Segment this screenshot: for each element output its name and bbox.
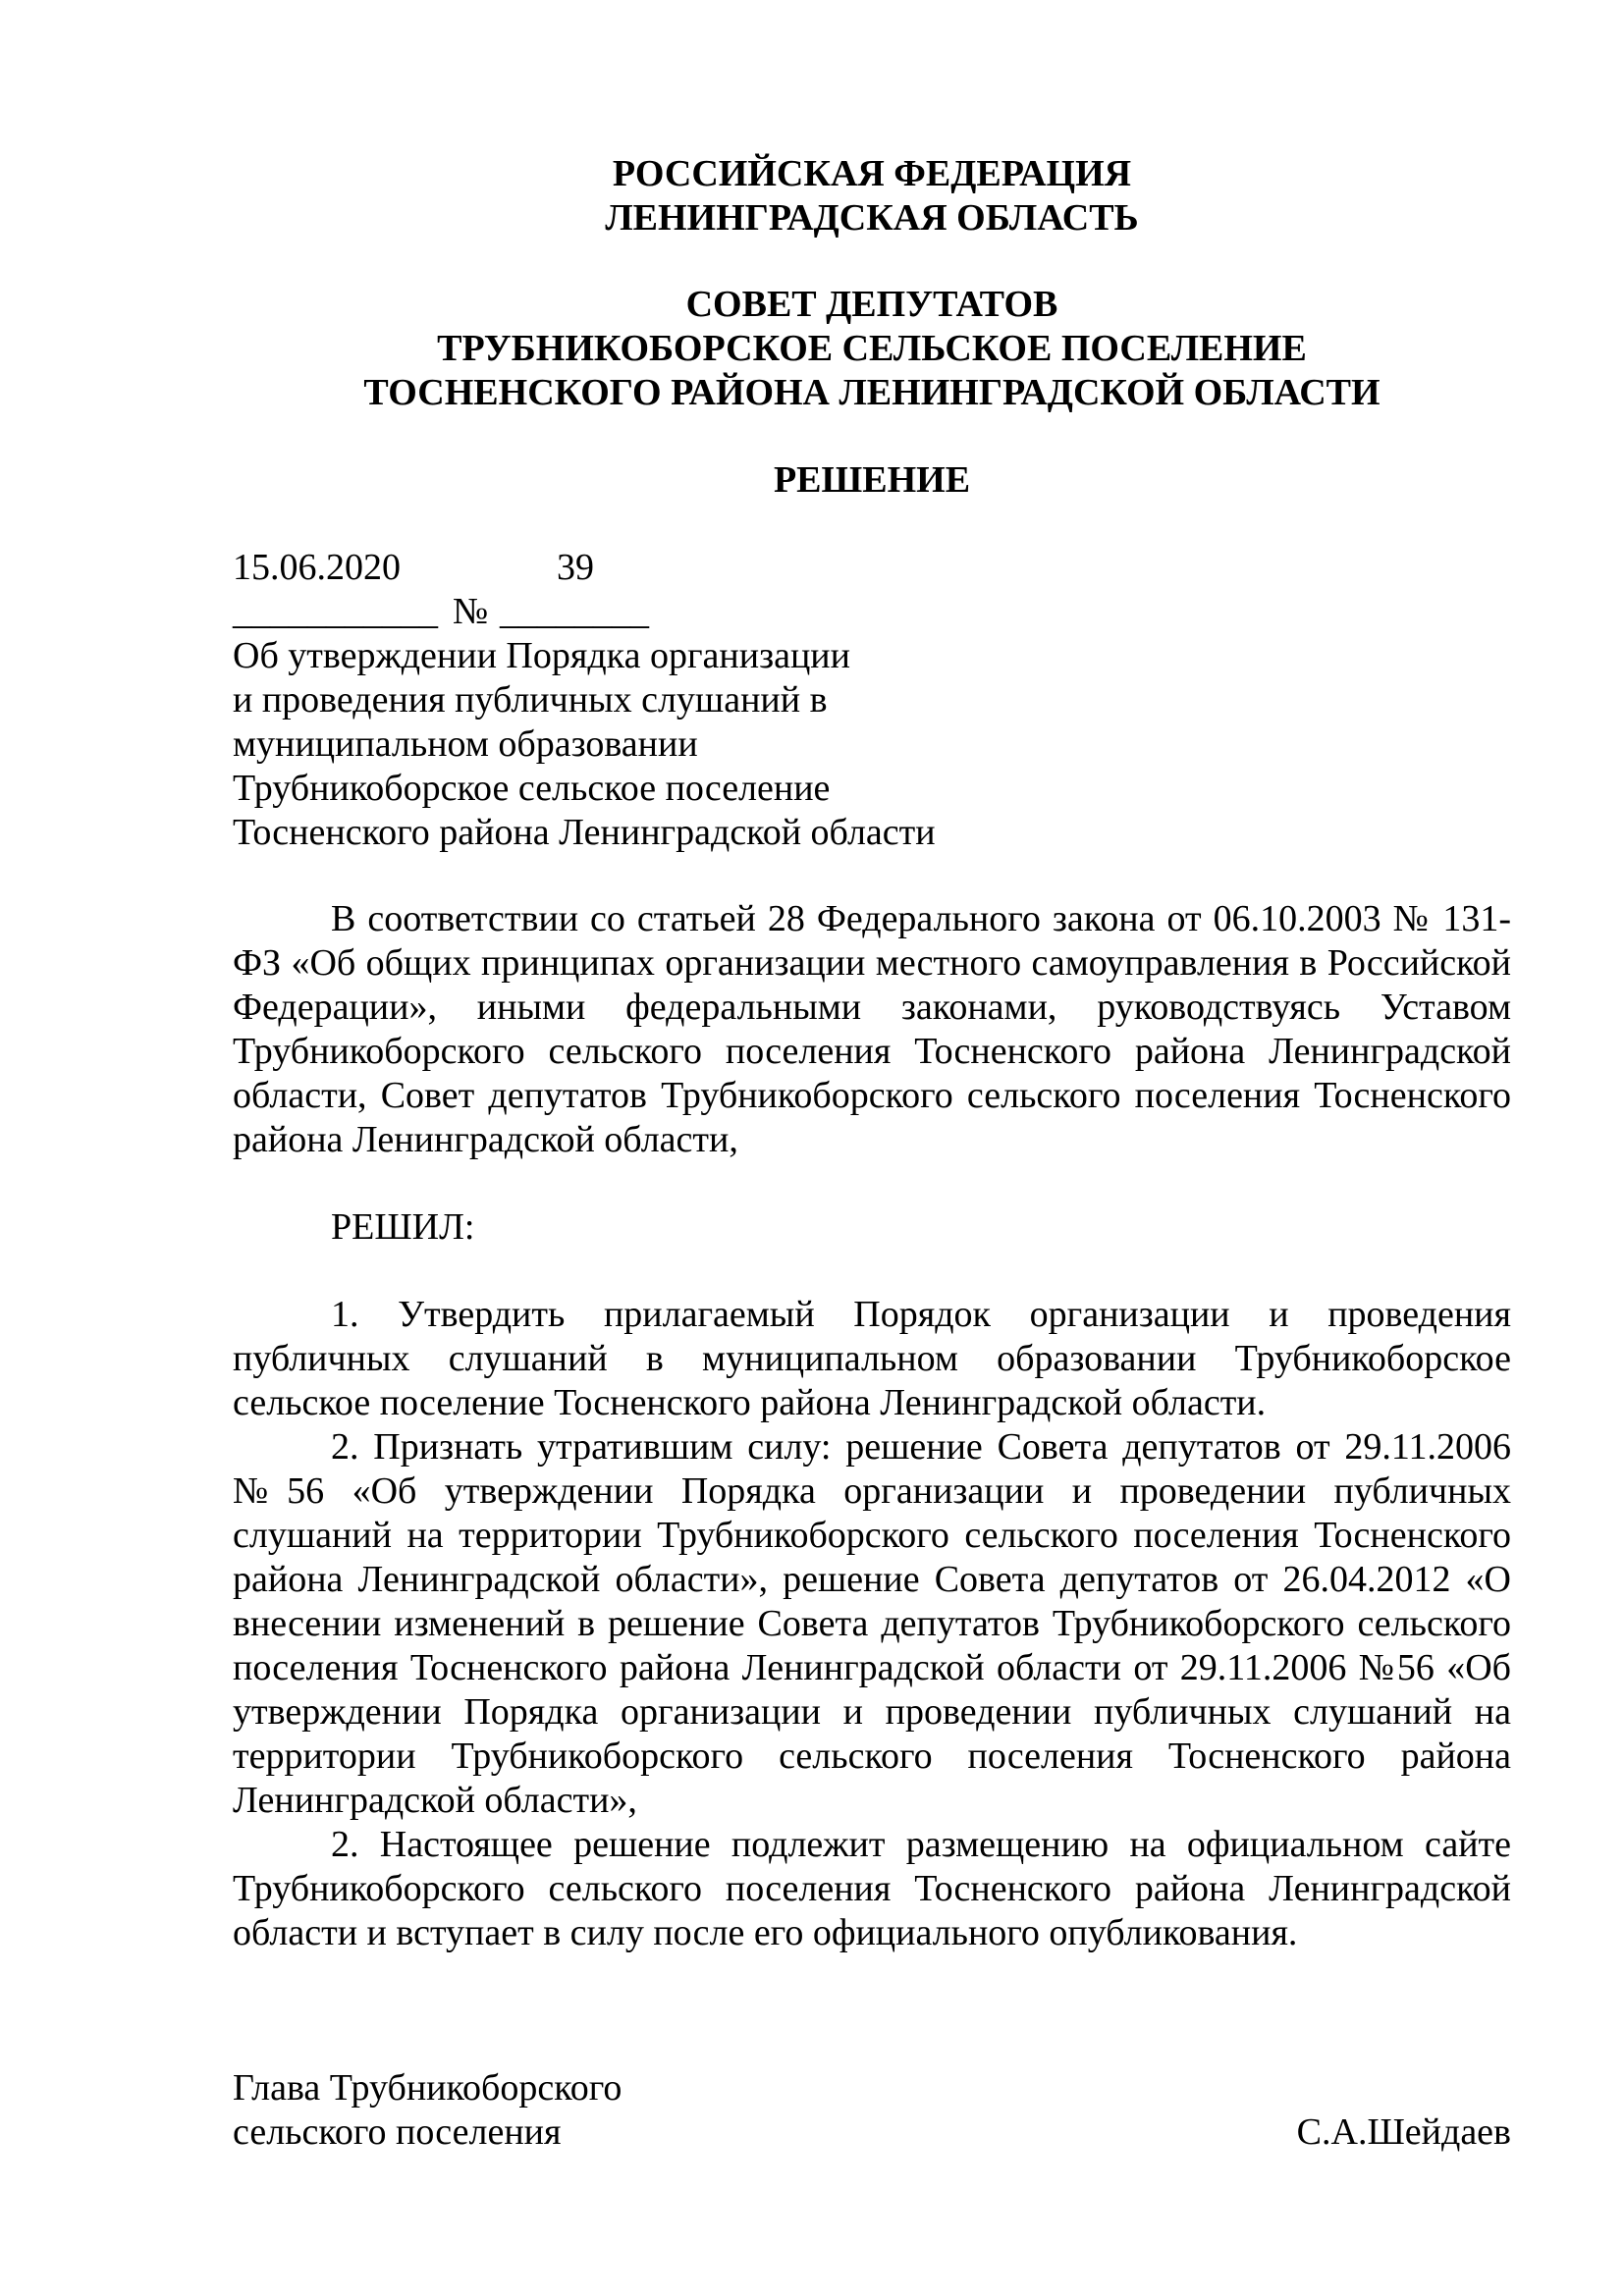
signatory-title-line-2: сельского поселения	[233, 2111, 562, 2153]
date-blank-line: ___________	[233, 591, 438, 632]
decided-heading: РЕШИЛ:	[331, 1206, 475, 1248]
resolution-item-1: 1. Утвердить прилагаемый Порядок организации и проведения публичных слушаний в муниципальном образовании Трубникоборское сельское поселение Тосненского района Ленинградской области.	[233, 1294, 1511, 1423]
document-subject	[233, 634, 1511, 855]
signature-block	[233, 2066, 1511, 2155]
subject-line: и проведения публичных слушаний в	[233, 679, 828, 721]
subject-line: Об утверждении Порядка организации	[233, 635, 850, 676]
document-header	[233, 152, 1511, 503]
date-number-blanks	[233, 590, 1511, 634]
document-date: 15.06.2020	[233, 547, 401, 588]
header-country: РОССИЙСКАЯ ФЕДЕРАЦИЯ	[612, 153, 1132, 194]
preamble-paragraph: В соответствии со статьей 28 Федерального закона от 06.10.2003 № 131-ФЗ «Об общих принципах организации местного самоуправления в Российской Федерации», иными федеральными законами, руководствуясь Уставом Трубникоборского сельского поселения Тосненского района Ленинградской области, Совет депутатов Трубникоборского сельского поселения Тосненского района Ленинградской области,	[233, 898, 1511, 1160]
subject-line: Трубникоборское сельское поселение	[233, 768, 831, 809]
subject-line: муниципальном образовании	[233, 723, 698, 765]
signatory-name: С.А.Шейдаев	[1296, 2111, 1511, 2153]
resolution-item-3: 2. Настоящее решение подлежит размещению на официальном сайте Трубникоборского сельского поселения Тосненского района Ленинградской области и вступает в силу после его официального опубликования.	[233, 1824, 1511, 1953]
document-body	[233, 152, 1511, 2155]
resolution-item-2: 2. Признать утратившим силу: решение Совета депутатов от 29.11.2006 №56 «Об утверждении Порядка организации и проведении публичных слушаний на территории Трубникоборского сельского поселения Тосненского района Ленинградской области», решение Совета депутатов от 26.04.2012 «О внесении изменений в решение Совета депутатов Трубникоборского сельского поселения Тосненского района Ленинградской области от 29.11.2006 №56 «Об утверждении Порядка организации и проведении публичных слушаний на территории Трубникоборского сельского поселения Тосненского района Ленинградской области»,	[233, 1426, 1511, 1821]
header-council: СОВЕТ ДЕПУТАТОВ	[685, 284, 1058, 325]
header-district: ТОСНЕНСКОГО РАЙОНА ЛЕНИНГРАДСКОЙ ОБЛАСТИ	[363, 372, 1380, 413]
subject-line: Тосненского района Ленинградской области	[233, 812, 936, 853]
signatory-title-line-1: Глава Трубникоборского	[233, 2067, 623, 2109]
header-settlement: ТРУБНИКОБОРСКОЕ СЕЛЬСКОЕ ПОСЕЛЕНИЕ	[437, 328, 1307, 369]
document-number: 39	[557, 547, 594, 588]
number-blank-line: ________	[500, 591, 649, 632]
date-number-row	[233, 546, 1511, 590]
header-region: ЛЕНИНГРАДСКАЯ ОБЛАСТЬ	[605, 197, 1139, 239]
document-type: РЕШЕНИЕ	[773, 459, 971, 501]
number-sign: №	[453, 591, 489, 632]
